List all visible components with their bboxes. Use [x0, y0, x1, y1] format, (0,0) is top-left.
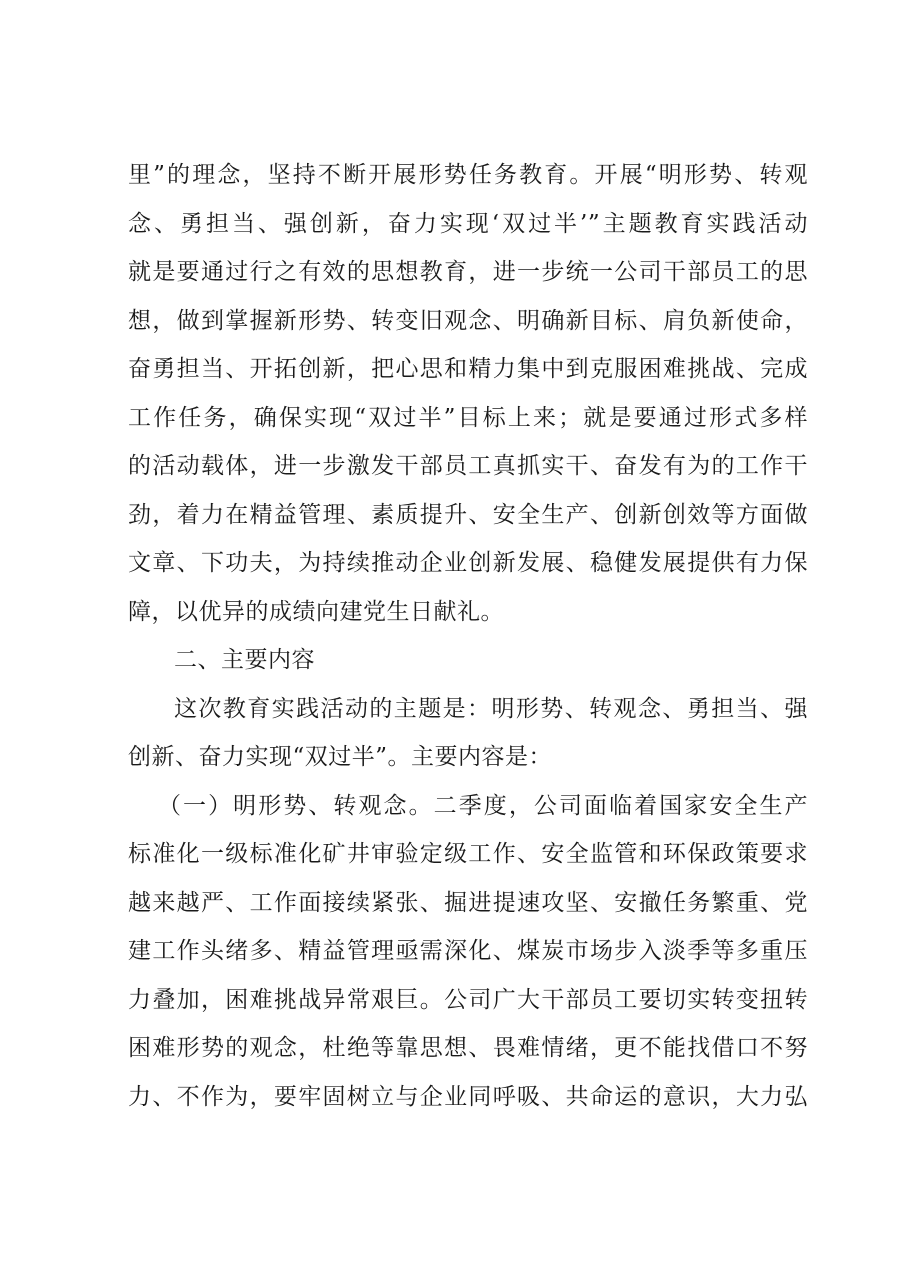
body-text — [128, 151, 808, 1121]
text-line: 障，以优异的成绩向建党生日献礼。 — [128, 598, 504, 625]
text-line: 想，做到掌握新形势、转变旧观念、明确新目标、肩负新使命， — [128, 307, 808, 334]
text-line: 文章、下功夫，为持续推动企业创新发展、稳健发展提供有力保 — [128, 550, 808, 576]
text-line: 这次教育实践活动的主题是：明形势、转观念、勇担当、强 — [174, 695, 808, 722]
text-line: 力叠加，困难挑战异常艰巨。公司广大干部员工要切实转变扭转 — [128, 986, 808, 1013]
text-line: 创新、奋力实现“双过半”。主要内容是： — [128, 744, 553, 770]
text-line: 建工作头绪多、精益管理亟需深化、煤炭市场步入淡季等多重压 — [128, 938, 808, 964]
text-line: 困难形势的观念，杜绝等靠思想、畏难情绪，更不能找借口不努 — [128, 1035, 808, 1061]
text-line: 里”的理念，坚持不断开展形势任务教育。开展“明形势、转观 — [128, 162, 808, 188]
text-line: 就是要通过行之有效的思想教育，进一步统一公司干部员工的思 — [128, 259, 808, 285]
text-line: 的活动载体，进一步激发干部员工真抓实干、奋发有为的工作干 — [128, 453, 808, 479]
text-line: 工作任务，确保实现“双过半”目标上来；就是要通过形式多样 — [128, 404, 808, 431]
text-line: 奋勇担当、开拓创新，把心思和精力集中到克服困难挑战、完成 — [128, 356, 808, 382]
text-line: 念、勇担当、强创新，奋力实现‘双过半’”主题教育实践活动 — [128, 210, 808, 237]
text-line: 劲，着力在精益管理、素质提升、安全生产、创新创效等方面做 — [128, 501, 808, 528]
text-line: 标准化一级标准化矿井审验定级工作、安全监管和环保政策要求 — [128, 841, 808, 867]
subsection-line: （一）明形势、转观念。二季度，公司面临着国家安全生产 — [158, 792, 808, 819]
section-heading: 二、主要内容 — [174, 647, 315, 673]
text-line: 力、不作为，要牢固树立与企业同呼吸、共命运的意识，大力弘 — [128, 1083, 808, 1110]
text-line: 越来越严、工作面接续紧张、掘进提速攻坚、安撤任务繁重、党 — [128, 889, 808, 916]
